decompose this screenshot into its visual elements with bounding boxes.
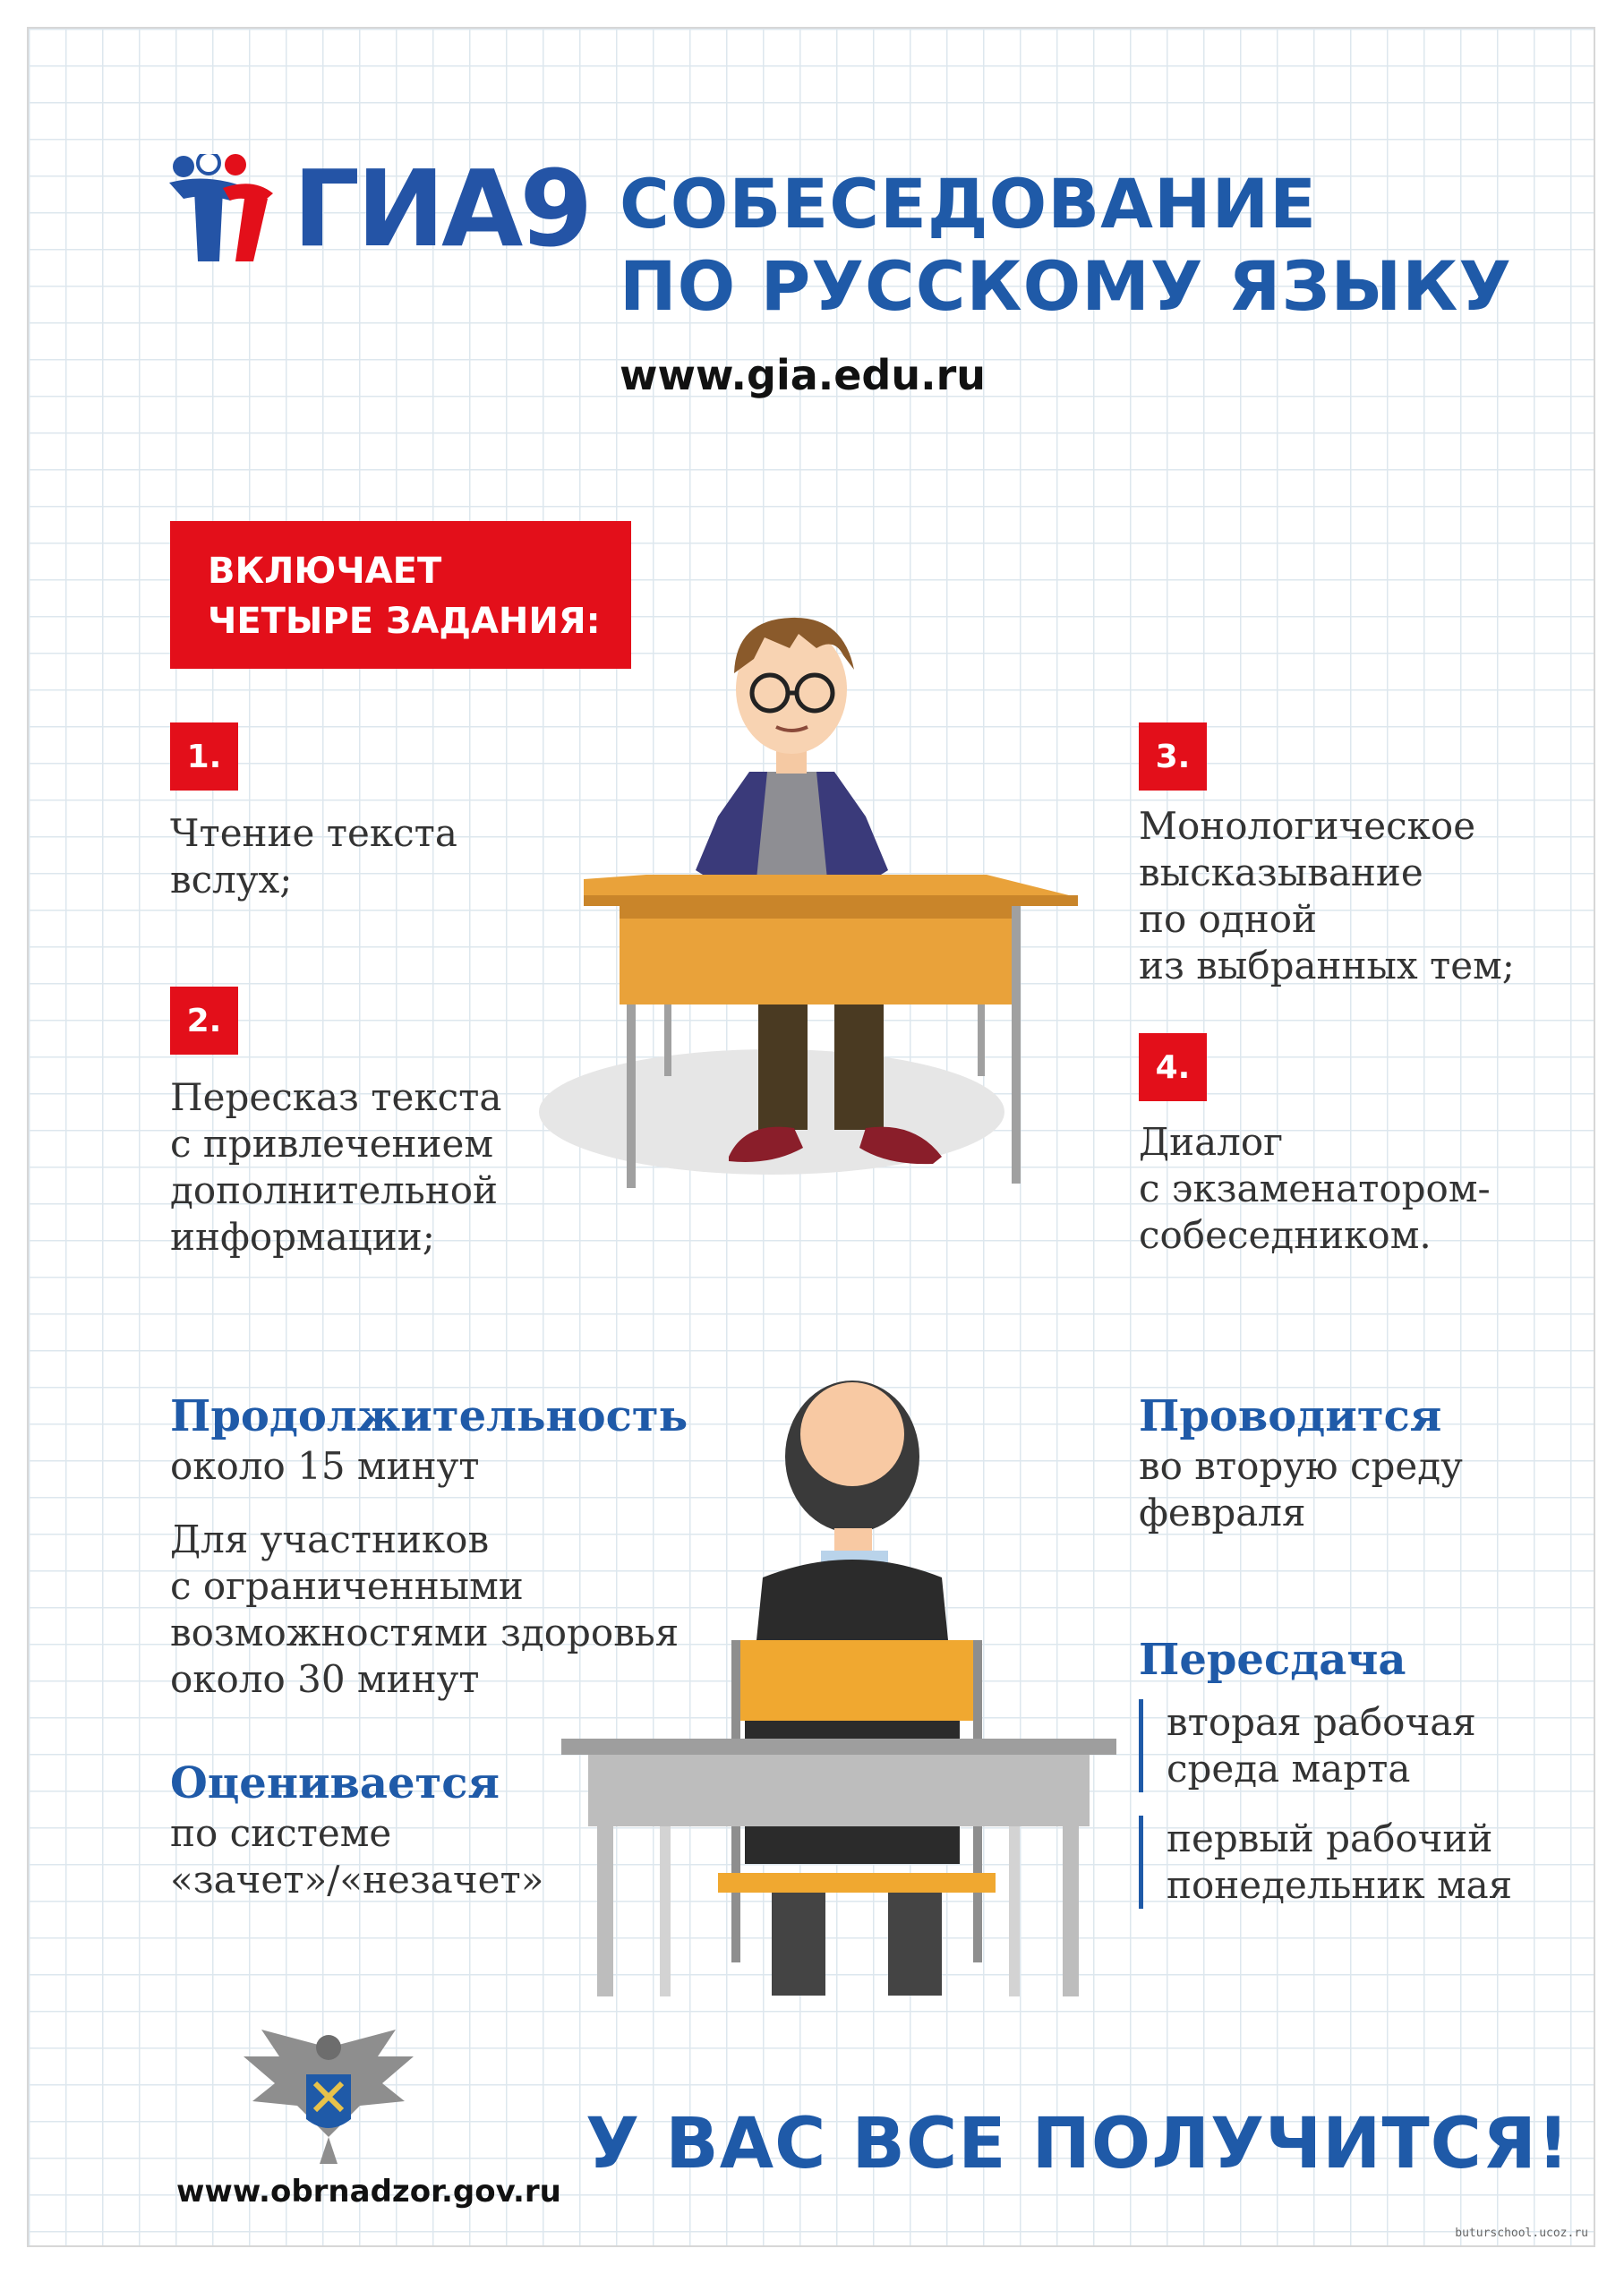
- page-title: [620, 163, 1512, 328]
- obrnadzor-website-link[interactable]: www.obrnadzor.gov.ru: [176, 2174, 561, 2210]
- task-number-2: 2.: [170, 987, 238, 1055]
- evaluated-heading: Оценивается: [170, 1758, 500, 1808]
- held-section: [1139, 1389, 1463, 1536]
- task-3-line: из выбранных тем;: [1139, 944, 1515, 987]
- task-1-text: [170, 810, 457, 903]
- evaluated-line: по системе: [170, 1811, 392, 1855]
- evaluated-line: «зачет»/«незачет»: [170, 1858, 544, 1902]
- task-number-1: 1.: [170, 722, 238, 791]
- task-1-line: вслух;: [170, 858, 293, 902]
- task-3-line: высказывание: [1139, 851, 1423, 894]
- student-at-desk-illustration: [530, 584, 1085, 1210]
- retake-section: [1139, 1633, 1512, 1909]
- slogan: У ВАС ВСЕ ПОЛУЧИТСЯ!: [585, 2104, 1570, 2184]
- duration-special-line: возможностями здоровья: [170, 1611, 680, 1654]
- held-line: во вторую среду: [1139, 1444, 1463, 1488]
- includes-line-1: ВКЛЮЧАЕТ: [208, 551, 442, 592]
- duration-special-line: с ограниченными: [170, 1564, 524, 1608]
- duration-heading: Продолжительность: [170, 1391, 688, 1441]
- retake-heading: Пересдача: [1139, 1635, 1406, 1685]
- examiner-back-illustration: [561, 1381, 1116, 1998]
- task-2-line: с привлечением: [170, 1122, 494, 1166]
- evaluated-section: [170, 1757, 543, 1903]
- task-2-line: дополнительной: [170, 1168, 499, 1212]
- task-2-line: информации;: [170, 1215, 435, 1259]
- held-heading: Проводится: [1139, 1391, 1442, 1441]
- gia9-logo: [167, 147, 590, 270]
- held-line: февраля: [1139, 1491, 1306, 1535]
- retake-item-line: среда марта: [1167, 1747, 1411, 1791]
- logo-text: ГИА9: [293, 147, 590, 270]
- poster: [27, 27, 1595, 2247]
- task-4-line: собеседником.: [1139, 1213, 1432, 1257]
- duration-value: около 15 минут: [170, 1444, 480, 1488]
- duration-special-line: около 30 минут: [170, 1657, 480, 1701]
- retake-item-2: [1139, 1816, 1512, 1909]
- task-number-4: 4.: [1139, 1033, 1207, 1101]
- retake-item-line: вторая рабочая: [1167, 1700, 1476, 1744]
- task-2-text: [170, 1074, 501, 1261]
- title-line-2: ПО РУССКОМУ ЯЗЫКУ: [620, 246, 1512, 326]
- logo-figures-icon: [167, 154, 293, 270]
- gia-website-link[interactable]: www.gia.edu.ru: [620, 351, 987, 399]
- task-1-line: Чтение текста: [170, 811, 457, 855]
- task-number-3: 3.: [1139, 722, 1207, 791]
- task-3-line: Монологическое: [1139, 804, 1476, 848]
- includes-line-2: ЧЕТЫРЕ ЗАДАНИЯ:: [208, 601, 601, 642]
- retake-item-line: понедельник мая: [1167, 1863, 1513, 1907]
- task-3-text: [1139, 803, 1515, 989]
- task-3-line: по одной: [1139, 897, 1318, 941]
- task-2-line: Пересказ текста: [170, 1075, 502, 1119]
- task-4-text: [1139, 1119, 1491, 1259]
- task-4-line: Диалог: [1139, 1120, 1284, 1164]
- retake-item-line: первый рабочий: [1167, 1817, 1493, 1860]
- title-line-1: СОБЕСЕДОВАНИЕ: [620, 164, 1318, 244]
- eagle-emblem-icon: [235, 2021, 423, 2173]
- watermark: buturschool.ucoz.ru: [1455, 2227, 1588, 2240]
- retake-item-1: [1139, 1699, 1512, 1792]
- duration-special-line: Для участников: [170, 1517, 490, 1561]
- task-4-line: с экзаменатором-: [1139, 1167, 1491, 1210]
